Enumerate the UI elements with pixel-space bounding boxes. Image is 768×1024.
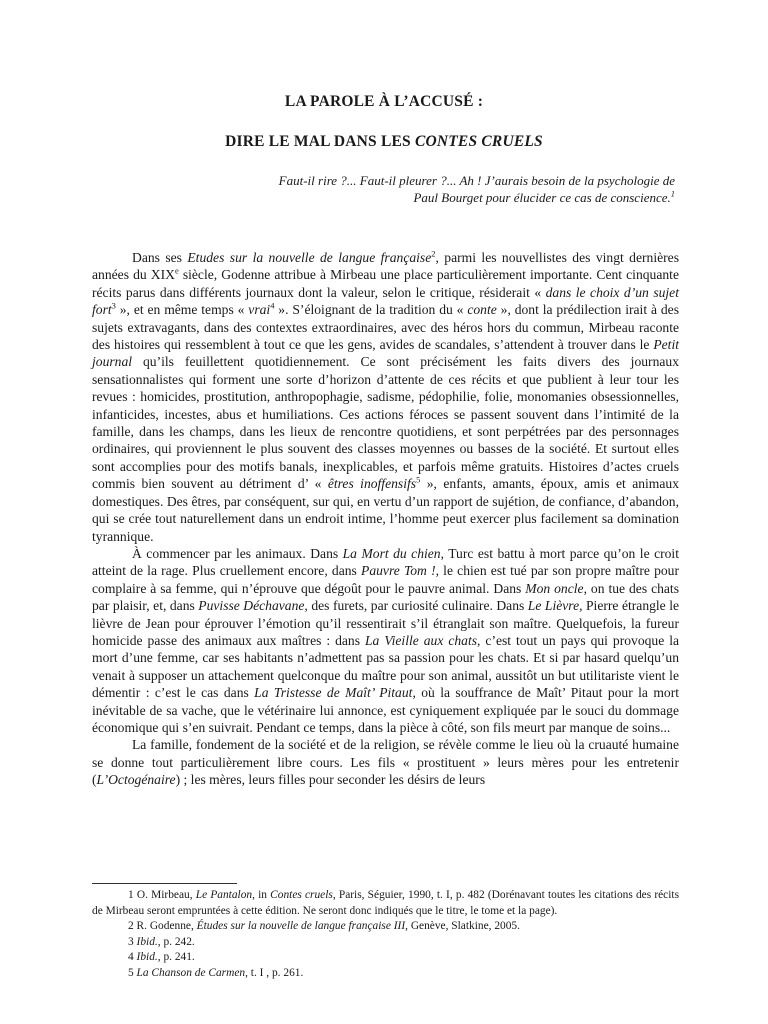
p3-a-it: L’Octogénaire	[96, 772, 176, 788]
fn5-b: , t. I , p. 261.	[245, 966, 304, 979]
fn4-a: 4	[128, 951, 137, 964]
fn3-a-it: Ibid.	[136, 935, 158, 948]
footnote-5	[92, 966, 679, 982]
p2-e: des furets, par curiosité culinaire. Dans	[307, 598, 528, 614]
fn5-a-it: La Chanson de Carmen	[136, 966, 246, 979]
body-text	[92, 249, 679, 789]
p1-d-ref: 4	[270, 300, 275, 311]
fn2-a: 2 R. Godenne,	[128, 920, 197, 933]
footnotes	[92, 888, 679, 982]
p1-f: », dont la prédilection irait à des sujets extravagants, dans des contextes extraordinaires, avec des héros hors du commun, Mirbeau raconte des histoires qui ressemblent à tout ce que les gens, avides de scandales, s’attendent à trouver dans le	[92, 302, 679, 353]
fn3-b: , p. 242.	[157, 935, 195, 948]
p2-b: , Turc est battu à mort parce qu’on le croit atteint de la rage. Plus cruellement encore, dans	[92, 545, 679, 579]
title-line-2-prefix: DIRE LE MAL DANS LES	[225, 133, 415, 150]
p1-b: , parmi les nouvellistes des vingt dernières années du XIX	[92, 250, 679, 283]
fn1-c: , Paris, Séguier, 1990, t. I, p. 482 (Dorénavant toutes les citations des récits de Mirbeau seront empruntées à cette édition. Ne seront donc indiqués que le titre, le tome et la page).	[92, 889, 680, 917]
p1-f-it: Petit journal	[92, 337, 679, 370]
p1-a-it: Etudes sur la nouvelle de langue française	[187, 250, 432, 265]
p1-g-ref: 5	[416, 474, 421, 485]
p2-b-it: Pauvre Tom !	[361, 563, 436, 579]
p1-e-it: conte	[467, 302, 497, 318]
fn3-a: 3	[128, 935, 137, 948]
p2-d-it: Puvisse Déchavane,	[198, 598, 308, 614]
footnote-separator	[92, 883, 237, 884]
fn4-b: , p. 241.	[157, 951, 195, 964]
p2-e-it: Le Lièvre	[527, 598, 580, 614]
p2-a: À commencer par les animaux. Dans	[132, 545, 343, 561]
p1-a: Dans ses	[132, 250, 188, 265]
fn2-a-it: Études sur la nouvelle de langue française III	[196, 920, 406, 933]
p2-f: , Pierre étrangle le lièvre de Jean pour éprouver l’émotion qu’il ressentirait s’il étranglait son maître. Quelquefois, la fureur homicide passe des animaux aux maîtres : dans	[92, 598, 680, 648]
fn1-a-it: Le Pantalon	[195, 889, 253, 901]
epigraph-text: Faut-il rire ?... Faut-il pleurer ?... Ah ! J’aurais besoin de la psychologie de Paul Bourget pour élucider ce cas de conscience.	[278, 173, 675, 205]
fn2-b: , Genève, Slatkine, 2005.	[405, 920, 520, 933]
p2-g-it: La Tristesse de Maît’ Pitaut	[254, 685, 413, 701]
fn4-a-it: Ibid.	[136, 951, 158, 964]
footnote-1	[92, 888, 679, 919]
fn5-a: 5	[128, 966, 137, 979]
p3-b: ) ; les mères, leurs filles pour seconder les désirs de leurs	[175, 772, 486, 788]
footnote-4	[92, 950, 679, 966]
p1-g-it: êtres inoffensifs	[327, 476, 417, 492]
footnote-2	[92, 919, 679, 935]
p2-a-it: La Mort du chien	[342, 545, 441, 561]
epigraph	[255, 172, 675, 206]
p3-a: La famille, fondement de la société et de la religion, se révèle comme le lieu où la cruauté humaine se donne tout particulièrement libre cours. Les fils « prostituent » leurs mères pour les entretenir (	[92, 737, 679, 788]
p1-h: », enfants, amants, époux, amis et animaux domestiques. Des êtres, par conséquent, sur qui, en vertu d’un rapport de sujétion, de confiance, d’abandon, qui se crée tout naturellement dans un endroit intime, l’homme peut exercer plus facilement sa domination tyrannique.	[92, 476, 680, 544]
p2-d: , on tue des chats par plaisir, et, dans	[92, 580, 680, 614]
p1-d-it: vrai	[248, 302, 271, 318]
p2-f-it: La Vieille aux chats	[365, 632, 478, 648]
p1-a-ref: 2	[431, 248, 436, 259]
p1-c: siècle, Godenne attribue à Mirbeau une place particulièrement importante. Cent cinquante récits parus dans différents journaux dont la valeur, selon le critique, résiderait «	[92, 267, 679, 300]
footnote-3	[92, 935, 679, 951]
p2-g: , c’est tout un pays qui provoque la mort d’une femme, car ses habitants n’admettent pas sa passion pour les chats. Et si par hasard quelqu’un venait à supposer un attachement quelconque du maître pour son animal, aussitôt un but utilitariste vient le démentir : c’est le cas dans	[92, 632, 680, 701]
p2-h: , où la souffrance de Maît’ Pitaut pour la mort inévitable de sa vache, que le vétérinaire lui annonce, est cyniquement expliquée par le souci du dommage économique qui s’en suivrait. Pendant ce temps, dans la pièce à côté, son fils meurt par manque de soins...	[92, 685, 679, 735]
p2-c: , le chien est tué par son propre maître pour complaire à sa femme, qui n’éprouve que dégoût pour le pauvre animal. Dans	[92, 563, 679, 596]
paragraph-2	[92, 545, 679, 736]
title-line-2-italic: CONTES CRUELS	[414, 133, 543, 150]
paragraph-1	[92, 249, 679, 545]
p2-c-it: Mon oncle	[525, 580, 584, 596]
p1-b-sup: e	[174, 265, 179, 276]
paragraph-3	[92, 736, 679, 788]
p1-d: », et en même temps «	[115, 302, 249, 318]
fn1-a: 1 O. Mirbeau,	[128, 889, 196, 901]
p1-c-ref: 3	[111, 300, 116, 311]
epigraph-note-ref: 1	[670, 188, 675, 199]
fn1-b-it: Contes cruels	[270, 889, 333, 901]
fn1-b: , in	[252, 889, 271, 901]
p1-g: qu’ils feuillettent quotidiennement. Ce sont précisément les faits divers des journaux sensationnalistes qui forment une sorte d’horizon d’attente de ces récits et que publient à leur tour les revues : homicides, prostitution, anthropophagie, sadisme, pédophilie, folie, monomanies obsessionnelles, infanticides, incestes, abus et humiliations. Ces actions féroces se passent souvent dans l’intimité de la famille, dans les champs, dans les lieux de rencontre quotidiens, et sont perpétrées par des personnages ordinaires, qui proviennent le plus souvent des classes moyennes ou basses de la société. Et surtout elles sont accomplies pour des motifs banals, inexplicables, et parfois même gratuits. Histoires d’actes cruels commis bien souvent au détriment d’ «	[92, 354, 679, 492]
title-line-1: LA PAROLE À L’ACCUSÉ :	[284, 93, 484, 110]
p1-e: ». S’éloignant de la tradition du «	[274, 302, 468, 318]
title-line-2	[0, 133, 768, 151]
p1-c-it: dans le choix d’un sujet fort	[92, 284, 679, 318]
